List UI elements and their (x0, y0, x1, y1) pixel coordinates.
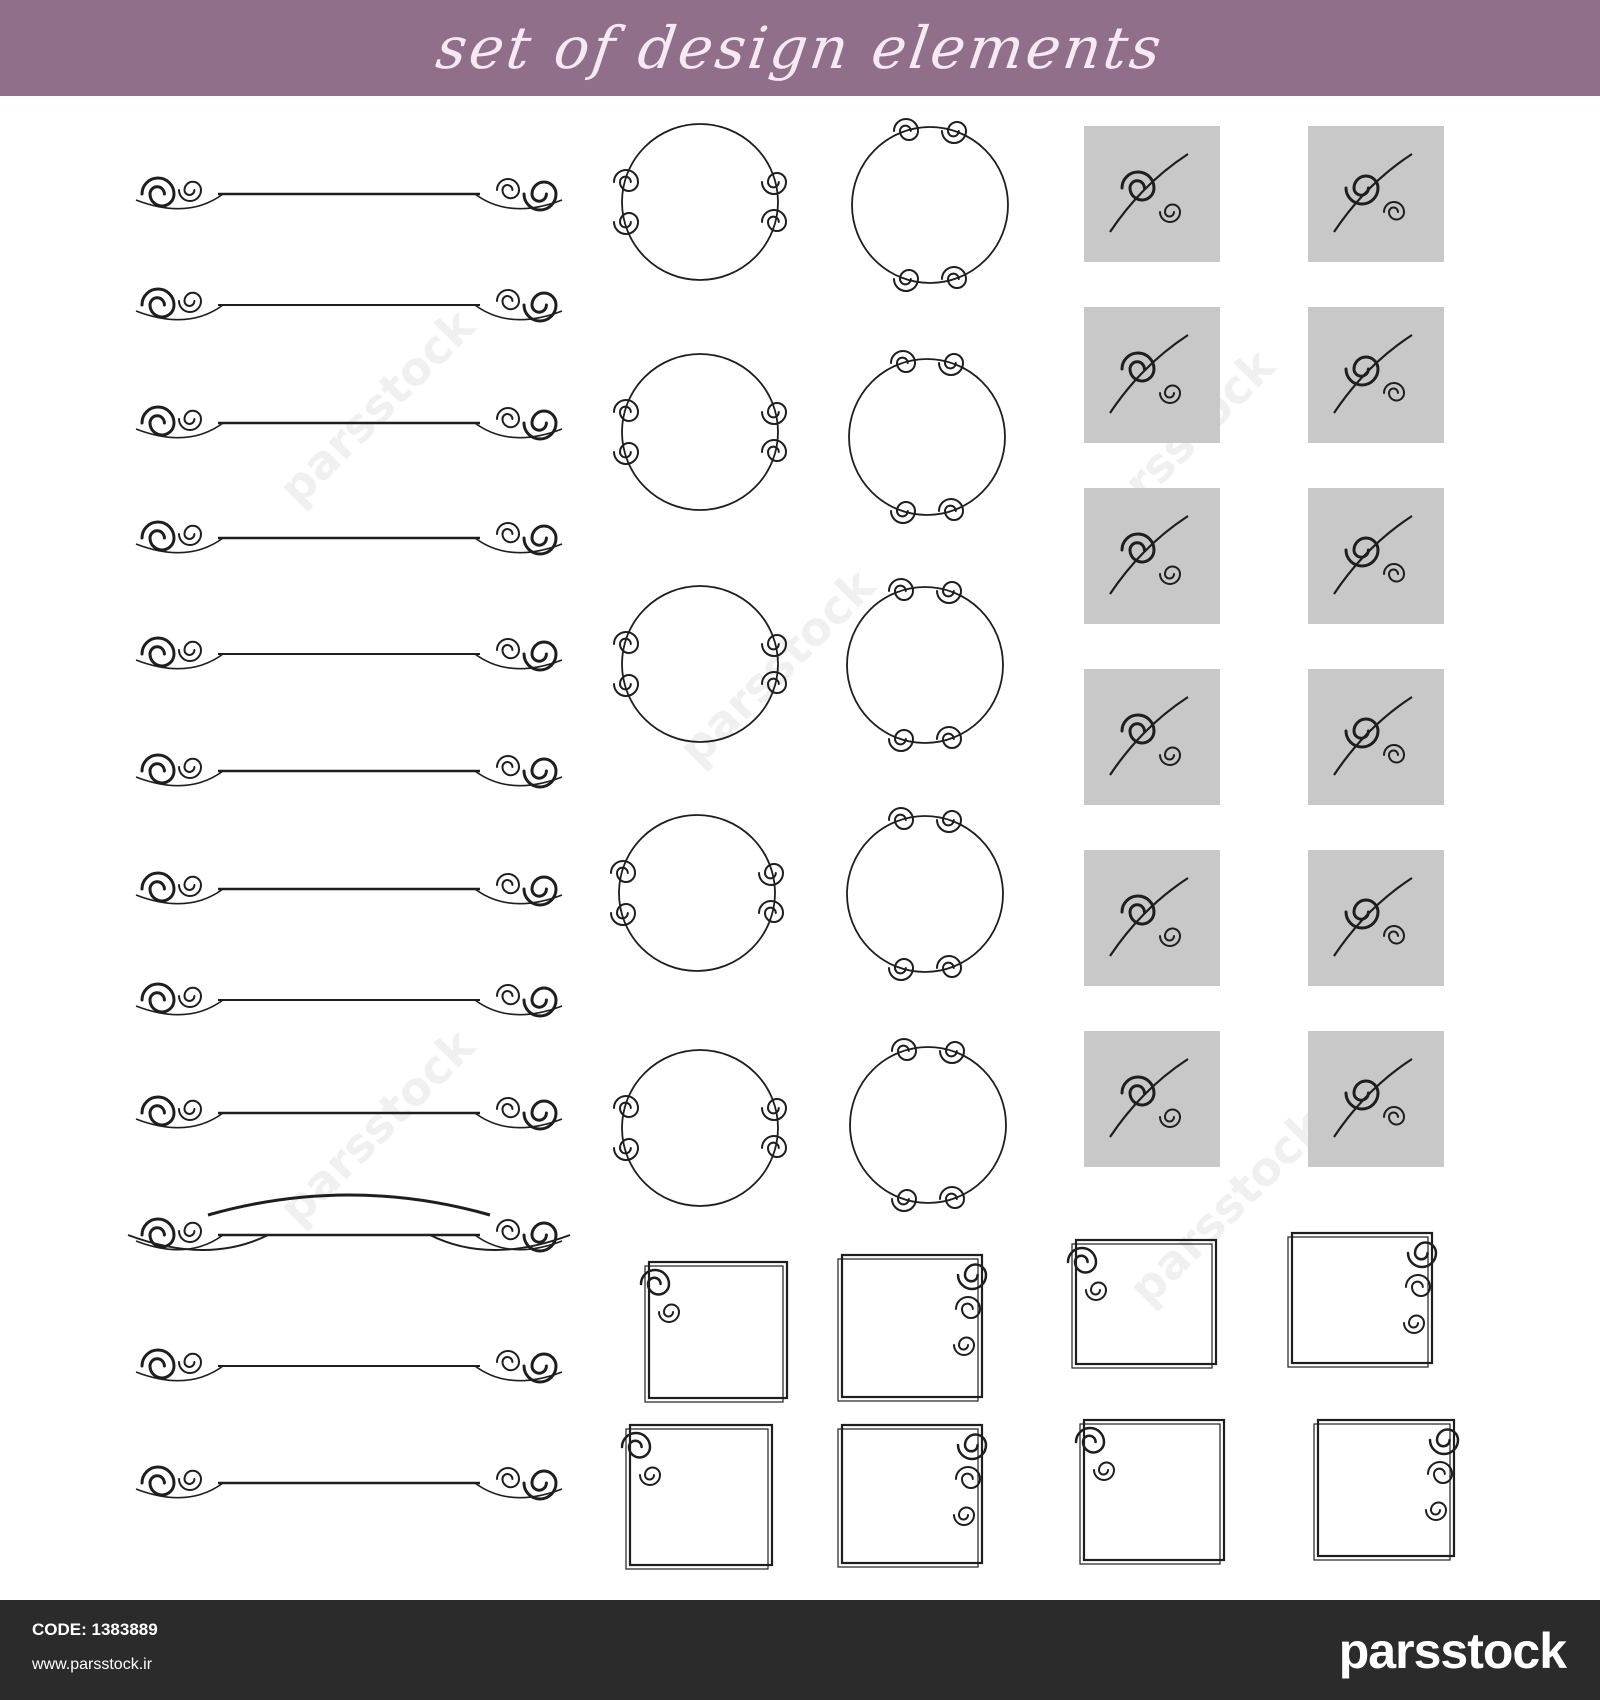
divider-10 (128, 1195, 570, 1251)
square-frame-6 (838, 1425, 986, 1567)
circle-frame-8 (847, 808, 1003, 980)
banner-title: set of design elements (432, 14, 1168, 82)
divider-2 (136, 289, 562, 321)
swirl-tile-3 (1084, 307, 1220, 443)
square-frame-4 (1288, 1233, 1436, 1367)
footer-url: www.parsstock.ir (32, 1656, 153, 1673)
watermark: parsstock (667, 558, 885, 776)
square-frame-3 (1068, 1240, 1216, 1368)
swirl-tile-10 (1308, 850, 1444, 986)
swirl-tile-4 (1308, 307, 1444, 443)
divider-6 (136, 755, 562, 787)
circle-frame-5 (614, 586, 786, 742)
swirl-tile-1 (1084, 126, 1220, 262)
divider-8 (136, 984, 562, 1016)
divider-9 (136, 1097, 562, 1129)
watermark: parsstock (1117, 1098, 1335, 1316)
square-frame-7 (1076, 1420, 1224, 1564)
swirl-tile-7 (1084, 669, 1220, 805)
swirl-tile-6 (1308, 488, 1444, 624)
circle-frame-2 (852, 119, 1008, 291)
divider-11 (136, 1350, 562, 1382)
footer (0, 1600, 1600, 1700)
square-frame-5 (622, 1425, 772, 1569)
square-frame-8 (1314, 1420, 1458, 1560)
square-frame-2 (838, 1255, 986, 1401)
circle-frame-9 (614, 1050, 786, 1206)
circle-frame-10 (850, 1039, 1006, 1211)
design-elements-sheet (0, 96, 1600, 1600)
banner (0, 0, 1600, 96)
swirl-tile-8 (1308, 669, 1444, 805)
divider-12 (136, 1467, 562, 1499)
swirl-tile-9 (1084, 850, 1220, 986)
swirl-tile-5 (1084, 488, 1220, 624)
circle-frame-6 (847, 579, 1003, 751)
circle-frame-7 (611, 815, 783, 971)
square-frame-1 (641, 1262, 787, 1402)
divider-5 (136, 638, 562, 670)
divider-1 (136, 178, 562, 210)
divider-7 (136, 873, 562, 905)
swirl-tile-12 (1308, 1031, 1444, 1167)
watermark: parsstock (267, 1018, 485, 1236)
footer-code: CODE: 1383889 (32, 1620, 158, 1639)
circle-frame-4 (849, 351, 1005, 523)
divider-3 (136, 407, 562, 439)
swirl-tile-11 (1084, 1031, 1220, 1167)
watermark: parsstock (1067, 338, 1285, 556)
swirl-tile-2 (1308, 126, 1444, 262)
circle-frame-1 (614, 124, 786, 280)
divider-4 (136, 522, 562, 554)
circle-frame-3 (614, 354, 786, 510)
watermark: parsstock (267, 298, 485, 516)
footer-logo: parsstock (1338, 1623, 1566, 1679)
